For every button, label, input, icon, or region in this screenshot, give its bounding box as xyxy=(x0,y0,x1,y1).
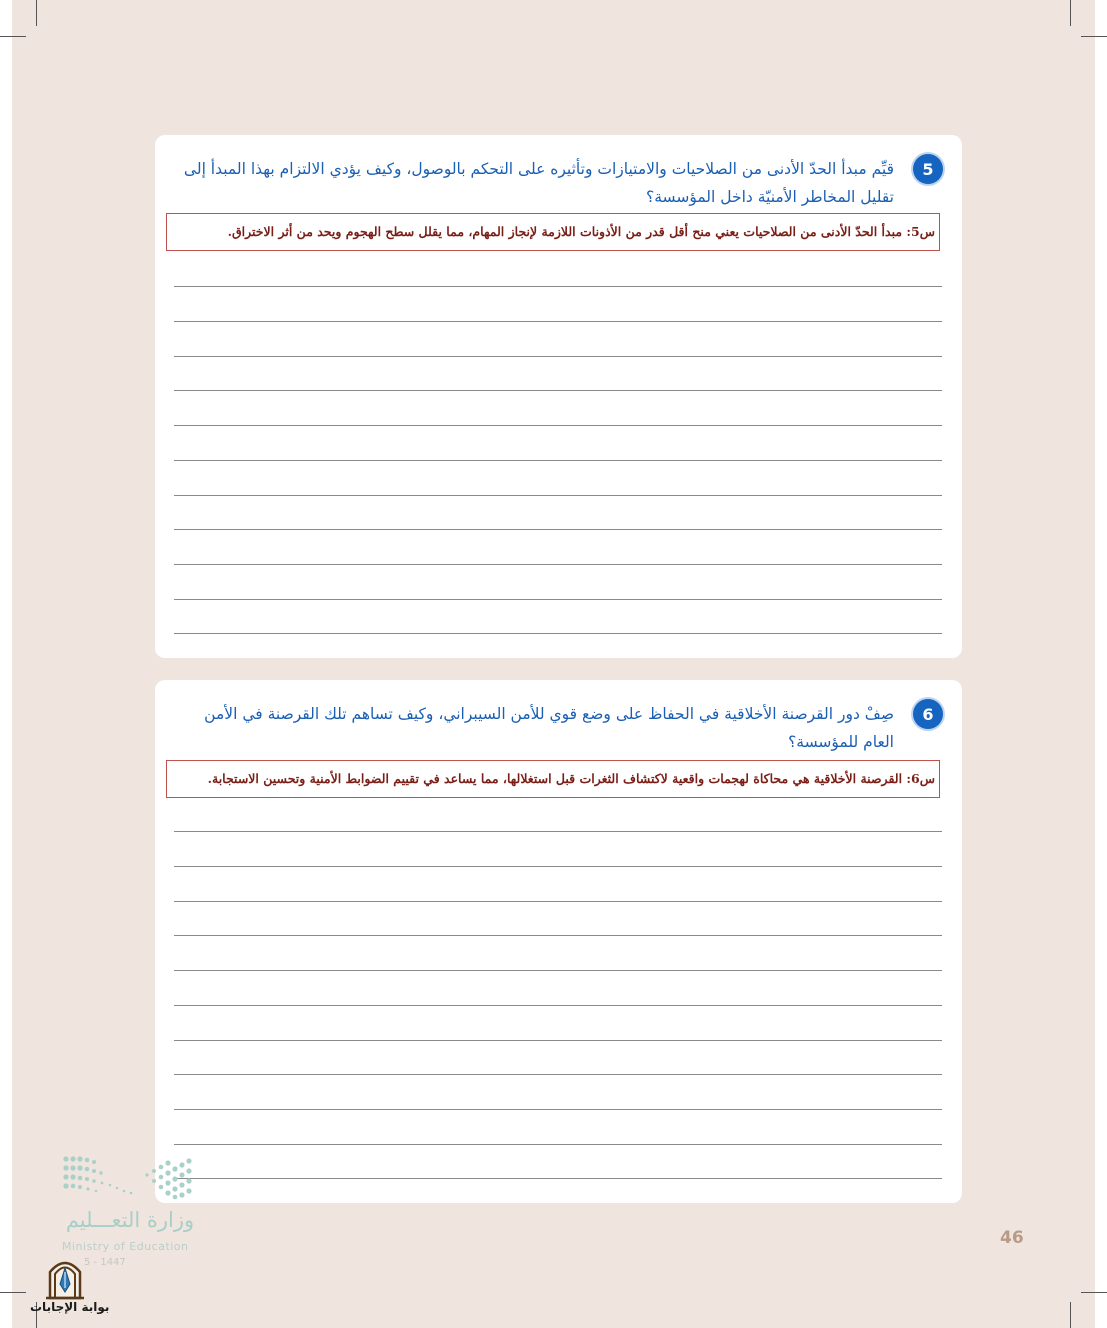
answer-line[interactable] xyxy=(174,1109,942,1110)
crop-mark xyxy=(1070,1302,1071,1328)
crop-mark xyxy=(0,1292,26,1293)
answer-line[interactable] xyxy=(174,1178,942,1179)
question-number-badge: 6 xyxy=(913,699,943,729)
answer-line[interactable] xyxy=(174,425,942,426)
crop-mark xyxy=(1081,36,1107,37)
portal-logo-icon xyxy=(42,1254,88,1300)
answer-line[interactable] xyxy=(174,1005,942,1006)
answer-line[interactable] xyxy=(174,1040,942,1041)
question-text: صِفْ دور القرصنة الأخلاقية في الحفاظ على وضع قوي للأمن السيبراني، وكيف تساهم تلك القرصنة في الأمن العام للمؤسسة؟ xyxy=(204,705,894,751)
answer-line[interactable] xyxy=(174,901,942,902)
ministry-year: 5 - 1447 xyxy=(84,1257,126,1268)
question-card-5 xyxy=(155,135,962,658)
portal-label: بوابة الإجابات xyxy=(30,1300,110,1314)
answer-line[interactable] xyxy=(174,390,942,391)
question-text: قيِّم مبدأ الحدّ الأدنى من الصلاحيات والامتيازات وتأثيره على التحكم بالوصول، وكيف يؤدي الالتزام بهذا المبدأ إلى تقليل المخاطر الأمنيّة داخل المؤسسة؟ xyxy=(183,160,894,206)
answer-line[interactable] xyxy=(174,599,942,600)
answer-line[interactable] xyxy=(174,356,942,357)
answer-line[interactable] xyxy=(174,935,942,936)
answer-line[interactable] xyxy=(174,321,942,322)
crop-mark xyxy=(0,36,26,37)
answer-line[interactable] xyxy=(174,495,942,496)
answer-line[interactable] xyxy=(174,286,942,287)
page-number: 46 xyxy=(1000,1228,1024,1248)
ministry-name-english: Ministry of Education xyxy=(62,1240,189,1253)
crop-mark xyxy=(1081,1292,1107,1293)
answer-line[interactable] xyxy=(174,1144,942,1145)
ministry-name-arabic: وزارة التعـــليم xyxy=(65,1208,195,1232)
question-card-6 xyxy=(155,680,962,1203)
answer-line[interactable] xyxy=(174,529,942,530)
answer-line[interactable] xyxy=(174,633,942,634)
crop-mark xyxy=(36,0,37,26)
answer-line[interactable] xyxy=(174,1074,942,1075)
answer-line[interactable] xyxy=(174,970,942,971)
answer-box[interactable]: س5: مبدأ الحدّ الأدنى من الصلاحيات يعني منح أقل قدر من الأذونات اللازمة لإنجاز المهام، مما يقلل سطح الهجوم ويحد من أثر الاختراق. xyxy=(166,213,940,251)
answer-line[interactable] xyxy=(174,564,942,565)
answer-box[interactable]: س6: القرصنة الأخلاقية هي محاكاة لهجمات واقعية لاكتشاف الثغرات قبل استغلالها، مما يساعد في تقييم الضوابط الأمنية وتحسين الاستجابة. xyxy=(166,760,940,798)
answer-line[interactable] xyxy=(174,866,942,867)
ministry-logo-dots-icon xyxy=(62,1155,197,1200)
answer-line[interactable] xyxy=(174,831,942,832)
crop-mark xyxy=(1070,0,1071,26)
question-number-badge: 5 xyxy=(913,154,943,184)
answer-line[interactable] xyxy=(174,460,942,461)
